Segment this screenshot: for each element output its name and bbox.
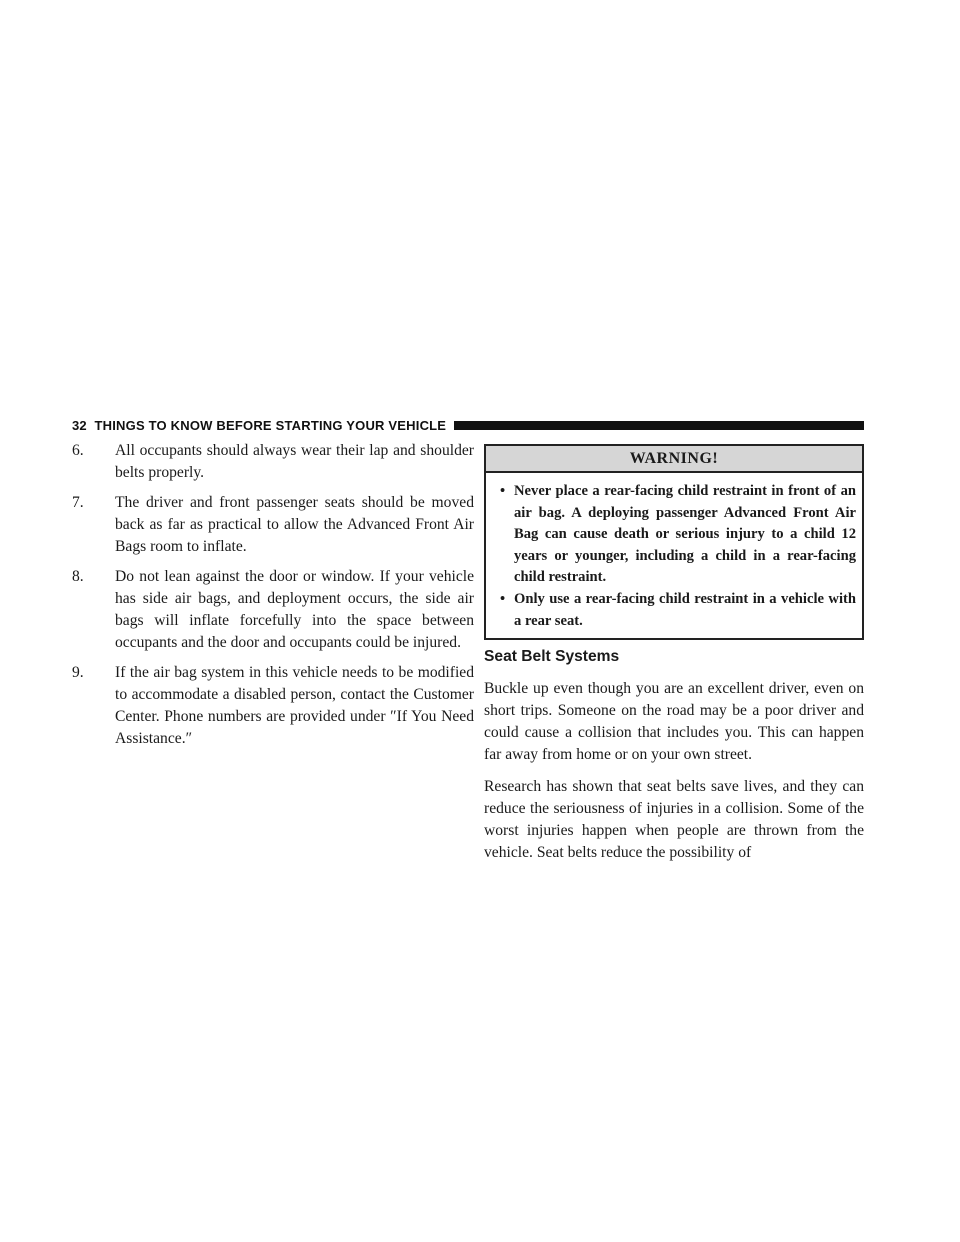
list-item-text: The driver and front passenger seats should be moved back as far as practical to allow the Advanced Front Air Bags room to inflate. (115, 494, 474, 555)
list-item-number: 9. (72, 664, 84, 681)
list-item-text: Do not lean against the door or window. If your vehicle has side air bags, and deployment occurs, the side air bags will inflate forcefully into the space between occupants and the door and occupants could be injured. (115, 568, 474, 651)
body-paragraph: Buckle up even though you are an excellent driver, even on short trips. Someone on the road may be a poor driver and could cause a collision that includes you. This can happen far away from home or on your own street. (484, 680, 864, 764)
list-item-number: 7. (72, 494, 84, 511)
warning-item (500, 589, 856, 632)
list-item (72, 492, 474, 558)
list-item (72, 662, 474, 750)
running-header (72, 418, 454, 433)
section-heading: Seat Belt Systems (484, 648, 620, 666)
bullet-icon: • (500, 590, 506, 607)
page-number: 32 (72, 417, 87, 433)
left-column (72, 440, 474, 758)
warning-item-text: Never place a rear-facing child restraint in front of an air bag. A deploying passenger Advanced Front Air Bag can cause death or serious injury to a child 12 years or younger, including a child in a rear-facing child restraint. (514, 483, 856, 586)
warning-box (484, 444, 864, 640)
right-column (484, 444, 864, 874)
list-item (72, 566, 474, 654)
list-item (72, 440, 474, 484)
chapter-title: THINGS TO KNOW BEFORE STARTING YOUR VEHICLE (94, 417, 447, 433)
page-header (72, 416, 864, 434)
bullet-icon: • (500, 483, 506, 499)
header-rule (454, 421, 864, 430)
warning-item-text: Only use a rear-facing child restraint in a vehicle with a rear seat. (514, 590, 856, 629)
body-paragraph: Research has shown that seat belts save lives, and they can reduce the seriousness of injuries in a collision. Some of the worst injuries happen when people are thrown from the vehicle. Seat belts reduce the possibility of (484, 778, 864, 862)
list-item-number: 8. (72, 568, 84, 585)
warning-title: WARNING! (486, 446, 862, 473)
list-item-text: All occupants should always wear their lap and shoulder belts properly. (115, 442, 474, 481)
list-item-text: If the air bag system in this vehicle needs to be modified to accommodate a disabled person, contact the Customer Center. Phone numbers are provided under ″If You Need Assistance.″ (115, 664, 474, 747)
list-item-number: 6. (72, 442, 84, 459)
numbered-list (72, 440, 474, 750)
warning-list (486, 473, 862, 638)
warning-item (500, 481, 856, 589)
